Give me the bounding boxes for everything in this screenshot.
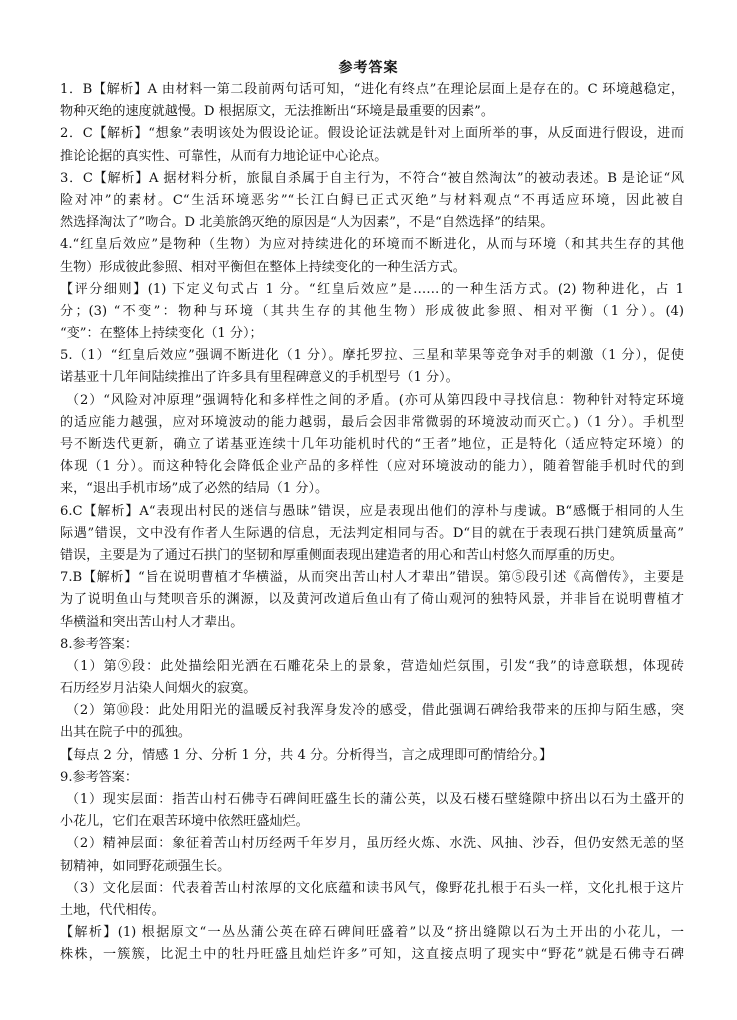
text-line: 险对冲”的素材。C“生活环境恶劣”“长江白鲟已正式灭绝”与材料观点“不再适应环境，因此被自 — [60, 192, 684, 208]
text-line: 韧精神，如同野花顽强生长。 — [60, 858, 231, 874]
answer-content — [60, 79, 684, 967]
text-line: 3．C【解析】A 据材料分析，旅鼠自杀属于自主行为，不符合“被自然淘汰”的被动表述。B 是论证“风 — [60, 170, 684, 186]
text-line: （1）第⑨段：此处描绘阳光洒在石雕花朵上的景象，营造灿烂氛围，引发“我”的诗意联想，体现砖 — [66, 658, 684, 674]
text-line: 1．B【解析】A 由材料一第二段前两句话可知，“进化有终点”在理论层面上是存在的。C 环境越稳定， — [60, 82, 684, 97]
text-line: 出其在院子中的孤独。 — [60, 725, 191, 741]
text-line: 株株，一簇簇，比泥土中的牡丹旺盛且灿烂许多”可知，这直接点明了现实中“野花”就是石佛寺石碑 — [60, 947, 684, 963]
text-line: 华横溢和突出苦山村人才辈出。 — [60, 614, 244, 630]
text-line: （1）现实层面：指苦山村石佛寺石碑间旺盛生长的蒲公英，以及石楼石壁缝隙中挤出以石为土盛开的 — [66, 792, 684, 807]
text-line: 7.B【解析】“旨在说明曹植才华横溢，从而突出苦山村人才辈出”错误。第⑤段引述《高僧传》，主要是 — [60, 570, 684, 586]
text-line: 生物）形成彼此参照、相对平衡但在整体上持续变化的一种生活方式。 — [60, 259, 466, 275]
text-line: 【评分细则】(1) 下定义句式占 1 分。“红皇后效应”是……的一种生活方式。(2) 物种进化，占 1 — [60, 281, 684, 297]
text-line: 土地，代代相传。 — [60, 902, 165, 918]
text-line: （2）“风险对冲原理”强调特化和多样性之间的矛盾。(亦可从第四段中寻找信息：物种针对特定环境 — [66, 392, 684, 408]
text-line: 分；(3) “不变”：物种与环境（其共生存的其他生物）形成彼此参照、相对平衡（1 分）。(4) — [60, 303, 684, 319]
text-line: 体现（1 分）。而这种特化会降低企业产品的多样性（应对环境波动的能力），随着智能手机时代的到 — [60, 459, 684, 475]
text-line: （2）精神层面：象征着苦山村历经两千年岁月，虽历经火炼、水洗、风抽、沙吞，但仍安然无恙的坚 — [66, 836, 684, 852]
text-line: 6.C【解析】A“表现出村民的迷信与愚昧”错误，应是表现出他们的淳朴与虔诚。B“感慨于相同的人生 — [60, 503, 684, 519]
text-line: （3）文化层面：代表着苦山村浓厚的文化底蕴和读书风气，像野花扎根于石头一样，文化扎根于这片 — [66, 880, 684, 896]
text-line: 【解析】(1) 根据原文“一丛丛蒲公英在碎石碑间旺盛着”以及“挤出缝隙以石为土开出的小花儿，一 — [60, 925, 684, 941]
text-line: 然选择淘汰了”吻合。D 北美旅鸽灭绝的原因是“人为因素”，不是“自然选择”的结果。 — [60, 215, 554, 231]
text-line: 9.参考答案： — [60, 769, 138, 785]
text-line: 小花儿，它们在艰苦环境中依然旺盛灿烂。 — [60, 814, 309, 830]
text-line: 号不断迭代更新，确立了诺基亚连续十几年功能机时代的“王者”地位，正是特化（适应特定环境）的 — [60, 437, 684, 452]
text-line: （2）第⑩段：此处用阳光的温暖反衬我浑身发冷的感受，借此强调石碑给我带来的压抑与陌生感，突 — [66, 703, 684, 719]
text-line: 来，“退出手机市场”成了必然的结局（1 分）。 — [60, 481, 329, 497]
text-line: 错误，主要是为了通过石拱门的坚韧和厚重侧面表现出建造者的用心和苦山村悠久而厚重的历史。 — [60, 547, 624, 563]
text-line: 5.（1）“红皇后效应”强调不断进化（1 分）。摩托罗拉、三星和苹果等竞争对手的刺激（1 分），促使 — [60, 348, 684, 364]
text-line: 推论论据的真实性、可靠性，从而有力地论证中心论点。 — [60, 148, 388, 164]
text-line: 际遇”错误，文中没有作者人生际遇的信息，无法判定相同与否。D“目的就在于表现石拱门建筑质量高” — [60, 525, 684, 541]
text-line: 的适应能力越强，应对环境波动的能力越弱，最后会因非常微弱的环境波动而灭亡。)（1 分）。手机型 — [60, 414, 684, 430]
text-line: 为了说明鱼山与梵呗音乐的渊源，以及黄河改道后鱼山有了倚山观河的独特风景，并非旨在说明曹植才 — [60, 592, 684, 608]
text-line: 石历经岁月沾染人间烟火的寂寞。 — [60, 681, 257, 697]
text-line: “变”：在整体上持续变化（1 分）； — [60, 326, 263, 342]
text-line: 2．C【解析】“想象”表明该处为假设论证。假设论证法就是针对上面所举的事，从反面进行假设，进而 — [60, 126, 684, 142]
text-line: 【每点 2 分，情感 1 分、分析 1 分，共 4 分。分析得当，言之成理即可酌情给分。】 — [60, 747, 553, 763]
page-title: 参考答案 — [338, 60, 399, 76]
text-line: 诺基亚十几年间陆续推出了许多具有里程碑意义的手机型号（1 分）。 — [60, 370, 459, 386]
text-line: 物种灭绝的速度就越慢。D 根据原文，无法推断出“环境是最重要的因素”。 — [60, 104, 494, 120]
text-line: 8.参考答案： — [60, 636, 138, 652]
text-line: 4.“红皇后效应”是物种（生物）为应对持续进化的环境而不断进化，从而与环境（和其共生存的其他 — [60, 237, 684, 253]
